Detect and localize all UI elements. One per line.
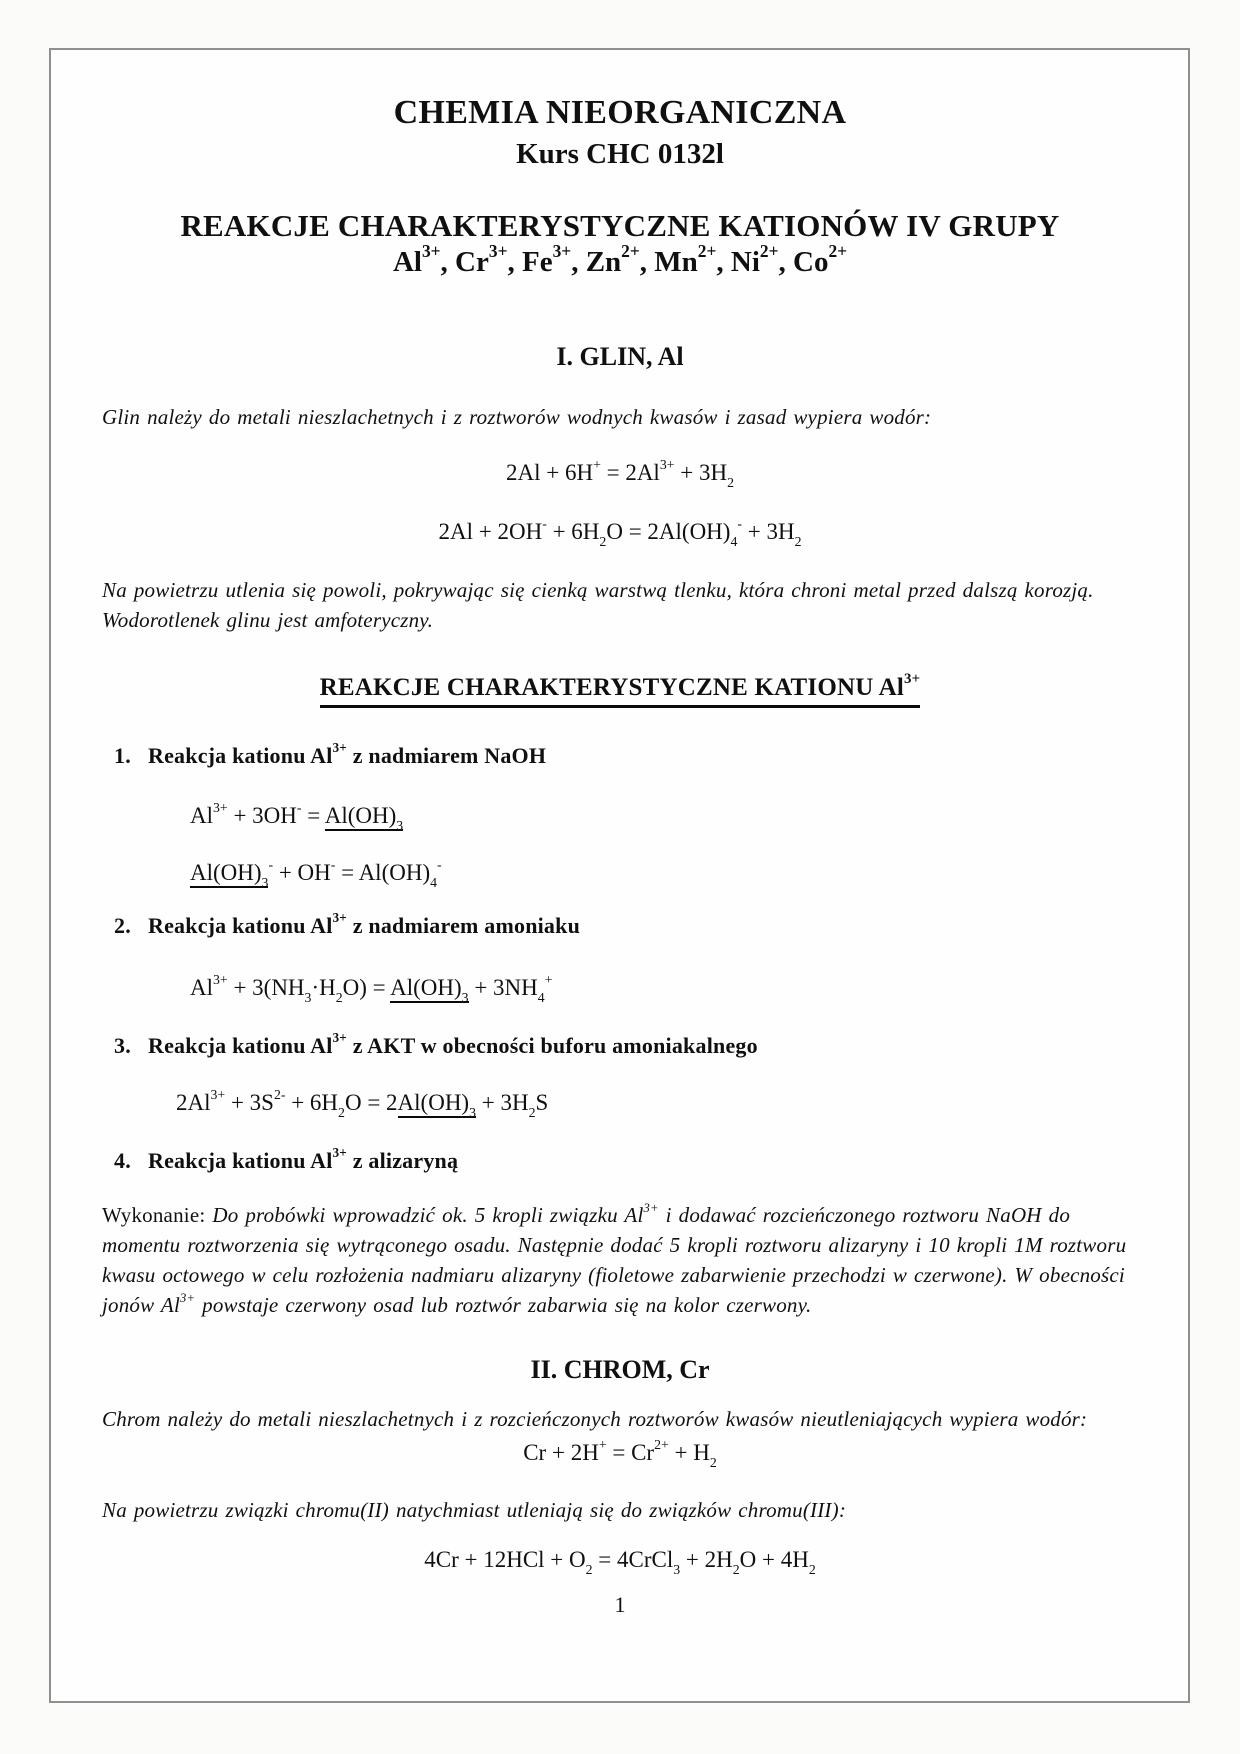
subsection-heading-wrap bbox=[102, 670, 1138, 708]
equation-al-naoh-1: $Al^{3+} + 3OH^- = Al(OH)_3$ bbox=[190, 799, 404, 834]
equation-al-ammonia: $Al^{3+} + 3(NH_3\cdot H_2O) = Al(OH)_3 + 3NH_4^+$ bbox=[190, 971, 553, 1006]
list-item-3-title: Reakcja kationu $Al^{3+}$ z AKT w obecności buforu amoniakalnego bbox=[148, 1030, 758, 1058]
page-number: 1 bbox=[614, 1592, 626, 1617]
list-item-4-number: 4. bbox=[114, 1148, 131, 1173]
section-heading-glin: I. GLIN, Al bbox=[556, 342, 684, 371]
list-item-3-number: 3. bbox=[114, 1033, 131, 1058]
equation-chrom-acid: $Cr + 2H^+ = Cr^{2+} + H_2$ bbox=[523, 1436, 717, 1471]
document-title: CHEMIA NIEORGANICZNA bbox=[393, 94, 847, 131]
equation-glin-acid: $2Al + 6H^+ = 2Al^{3+} + 3H_2$ bbox=[505, 456, 735, 491]
list-item-2 bbox=[114, 912, 1138, 939]
glin-note-paragraph: Na powietrzu utlenia się powoli, pokrywając się cienką warstwą tlenku, która chroni metal przed dalszą korozją. Wodorotlenek glinu jest amfoteryczny. bbox=[102, 578, 1094, 632]
list-item-4-title: Reakcja kationu $Al^{3+}$ z alizaryną bbox=[148, 1145, 459, 1173]
equation-al-akt: $2Al^{3+} + 3S^{2-} + 6H_2O = 2Al(OH)_3 + 3H_2S$ bbox=[176, 1086, 549, 1121]
chrom-note-paragraph: Na powietrzu związki chromu(II) natychmiast utleniają się do związków chromu(III): bbox=[102, 1498, 847, 1522]
glin-intro-paragraph: Glin należy do metali nieszlachetnych i z roztworów wodnych kwasów i zasad wypiera wodór: bbox=[102, 405, 932, 429]
procedure-paragraph: Wykonanie: Do probówki wprowadzić ok. 5 kropli związku $Al^{3+}$ i dodawać rozcieńczonego roztworu NaOH do momentu roztworzenia się wytrąconego osadu. Następnie dodać 5 kropli roztworu alizaryny i 10 kropli 1M roztworu kwasu octowego w celu rozłożenia nadmiaru alizaryny (fioletowe zabarwienie przechodzi w czerwone). W obecności jonów $Al^{3+}$ powstaje czerwony osad lub roztwór zabarwia się na kolor czerwony. bbox=[102, 1200, 1127, 1317]
list-item-2-title: Reakcja kationu $Al^{3+}$ z nadmiarem amoniaku bbox=[148, 910, 581, 938]
list-item-1 bbox=[114, 742, 1138, 769]
list-item-4 bbox=[114, 1147, 1138, 1174]
course-code: Kurs CHC 0132l bbox=[516, 138, 724, 170]
equation-chrom-oxidation: $4Cr + 12HCl + O_2$ = 4CrCl$_3$ + $2H_2O + 4H_2$ bbox=[424, 1547, 816, 1578]
page-border bbox=[49, 48, 1190, 1703]
equation-glin-base: $2Al + 2OH^- + 6H_2O = 2Al(OH)_4^- + 3H_2$ bbox=[438, 515, 802, 550]
list-item-1-title: Reakcja kationu $Al^{3+}$ z nadmiarem NaOH bbox=[148, 740, 547, 768]
section-heading-chrom: II. CHROM, Cr bbox=[530, 1355, 710, 1384]
list-item-3 bbox=[114, 1032, 1138, 1059]
cations-line: $Al^{3+}$, $Cr^{3+}$, $Fe^{3+}$, $Zn^{2+}$, $Mn^{2+}$, $Ni^{2+}$, $Co^{2+}$ bbox=[392, 241, 848, 278]
list-item-1-number: 1. bbox=[114, 743, 131, 768]
list-item-2-number: 2. bbox=[114, 913, 131, 938]
document-subtitle: REAKCJE CHARAKTERYSTYCZNE KATIONÓW IV GRUPY bbox=[180, 208, 1060, 243]
subsection-heading-al-reactions: REAKCJE CHARAKTERYSTYCZNE KATIONU $Al^{3+}$ bbox=[320, 673, 921, 708]
chrom-intro-paragraph: Chrom należy do metali nieszlachetnych i z rozcieńczonych roztworów kwasów nieutleniających wypiera wodór: bbox=[102, 1407, 1088, 1431]
equation-al-naoh-2: $Al(OH)_3^- + OH^- = Al(OH)_4^-$ bbox=[190, 856, 442, 891]
